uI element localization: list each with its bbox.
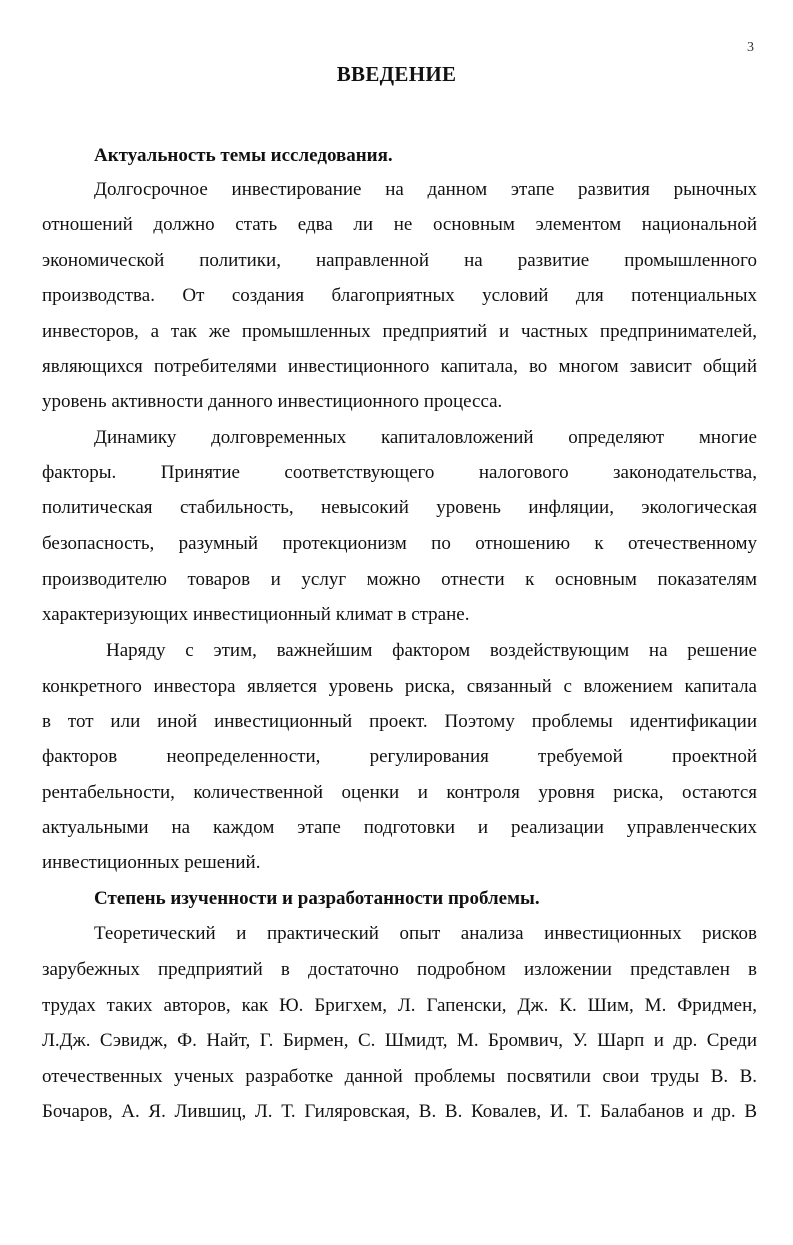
paragraph-line: безопасность, разумный протекционизм по отношению к отечественному <box>42 533 757 554</box>
paragraph-line: отношений должно стать едва ли не основным элементом национальной <box>42 214 757 235</box>
paragraph-line: политическая стабильность, невысокий уровень инфляции, экологическая <box>42 497 757 518</box>
paragraph-line: Л.Дж. Сэвидж, Ф. Найт, Г. Бирмен, С. Шмидт, М. Бромвич, У. Шарп и др. Среди <box>42 1030 757 1051</box>
paragraph-line: производителю товаров и услуг можно отнести к основным показателям <box>42 569 757 590</box>
paragraph-line: факторов неопределенности, регулирования требуемой проектной <box>42 746 757 767</box>
paragraph-line: уровень активности данного инвестиционного процесса. <box>42 391 503 412</box>
paragraph-line: являющихся потребителями инвестиционного капитала, во многом зависит общий <box>42 356 757 377</box>
paragraph-line: Динамику долговременных капиталовложений определяют многие <box>94 427 757 448</box>
paragraph-line: инвесторов, а так же промышленных предприятий и частных предпринимателей, <box>42 321 757 342</box>
page-number: 3 <box>747 40 754 55</box>
paragraph-line: инвестиционных решений. <box>42 852 261 873</box>
paragraph-line: Теоретический и практический опыт анализа инвестиционных рисков <box>94 923 757 944</box>
paragraph-line: в тот или иной инвестиционный проект. Поэтому проблемы идентификации <box>42 711 757 732</box>
paragraph-line: производства. От создания благоприятных условий для потенциальных <box>42 285 757 306</box>
section-heading-relevance: Актуальность темы исследования. <box>94 145 393 166</box>
paragraph-line: факторы. Принятие соответствующего налогового законодательства, <box>42 462 757 483</box>
paragraph-line: актуальными на каждом этапе подготовки и реализации управленческих <box>42 817 757 838</box>
section-heading-research-degree: Степень изученности и разработанности проблемы. <box>94 888 540 909</box>
page-title: ВВЕДЕНИЕ <box>336 62 457 86</box>
paragraph-line: трудах таких авторов, как Ю. Бригхем, Л. Гапенски, Дж. К. Шим, М. Фридмен, <box>42 995 757 1016</box>
paragraph-line: Бочаров, А. Я. Лившиц, Л. Т. Гиляровская, В. В. Ковалев, И. Т. Балабанов и др. В <box>42 1101 757 1122</box>
paragraph-line: зарубежных предприятий в достаточно подробном изложении представлен в <box>42 959 757 980</box>
paragraph-line: Долгосрочное инвестирование на данном этапе развития рыночных <box>94 179 757 200</box>
paragraph-line: рентабельности, количественной оценки и контроля уровня риска, остаются <box>42 782 757 803</box>
paragraph-line: Наряду с этим, важнейшим фактором воздействующим на решение <box>106 640 757 661</box>
paragraph-line: экономической политики, направленной на развитие промышленного <box>42 250 757 271</box>
paragraph-line: характеризующих инвестиционный климат в стране. <box>42 604 470 625</box>
paragraph-line: отечественных ученых разработке данной проблемы посвятили свои труды В. В. <box>42 1066 757 1087</box>
paragraph-line: конкретного инвестора является уровень риска, связанный с вложением капитала <box>42 676 757 697</box>
